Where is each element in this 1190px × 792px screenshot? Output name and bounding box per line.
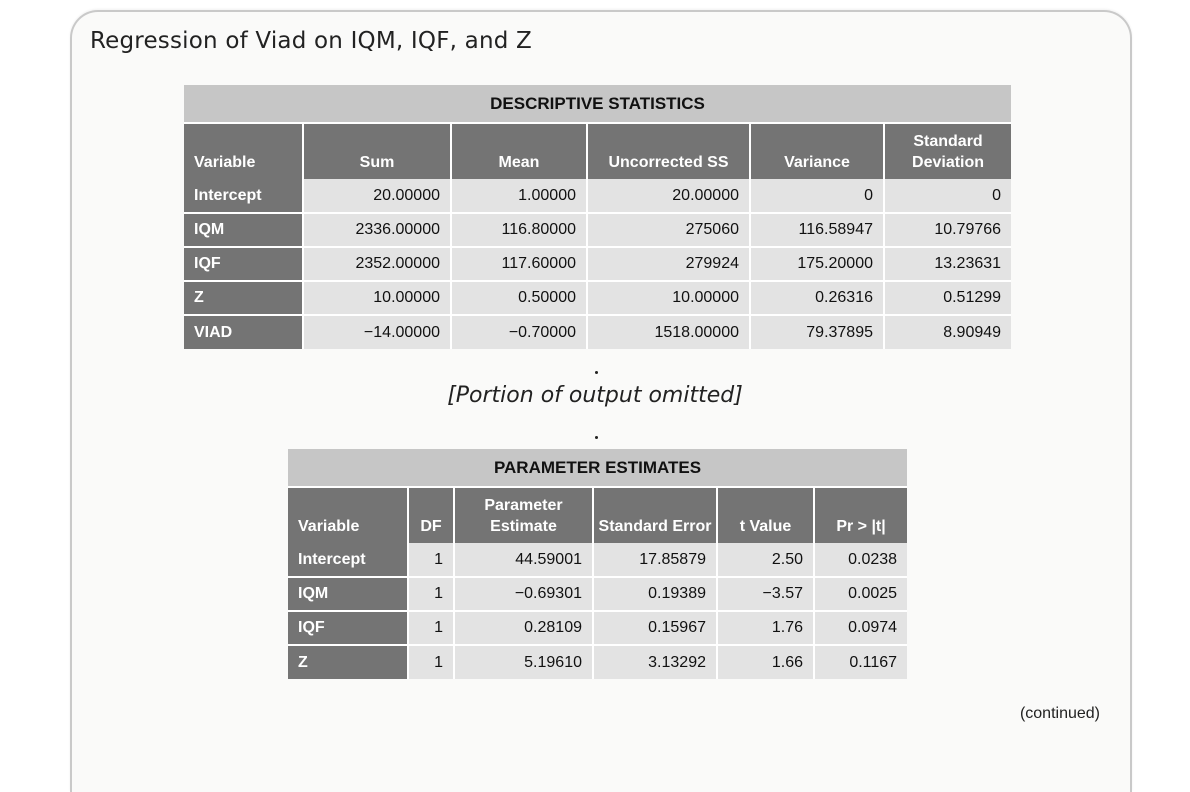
cell: 5.19610: [454, 645, 593, 679]
cell: 0.1167: [814, 645, 907, 679]
col-header-standard-error: Standard Error: [593, 487, 717, 543]
cell: 1518.00000: [587, 315, 750, 349]
row-label: IQM: [184, 213, 303, 247]
cell: 79.37895: [750, 315, 884, 349]
cell: 8.90949: [884, 315, 1011, 349]
cell: 0.26316: [750, 281, 884, 315]
cell: 1.76: [717, 611, 814, 645]
table-row: [184, 247, 1011, 281]
cell: 1: [408, 645, 454, 679]
row-label: Intercept: [288, 543, 408, 577]
col-header-uncorrected-ss: Uncorrected SS: [587, 123, 750, 179]
col-header-std-dev: Standard Deviation: [884, 123, 1011, 179]
cell: −14.00000: [303, 315, 451, 349]
cell: 1.66: [717, 645, 814, 679]
row-label: Intercept: [184, 179, 303, 213]
descriptive-statistics-table: [184, 85, 1011, 349]
cell: −0.69301: [454, 577, 593, 611]
cell: −0.70000: [451, 315, 587, 349]
cell: 10.00000: [587, 281, 750, 315]
cell: 275060: [587, 213, 750, 247]
cell: 0.15967: [593, 611, 717, 645]
cell: 1: [408, 611, 454, 645]
col-header-t-value: t Value: [717, 487, 814, 543]
cell: 0.0238: [814, 543, 907, 577]
col-header-variable: Variable: [184, 123, 303, 179]
cell: 20.00000: [587, 179, 750, 213]
cell: 116.80000: [451, 213, 587, 247]
parameter-estimates-table: [288, 449, 907, 679]
cell: 10.00000: [303, 281, 451, 315]
omitted-note: [Portion of output omitted]: [447, 383, 743, 408]
table-row: [184, 213, 1011, 247]
cell: 0.50000: [451, 281, 587, 315]
cell: 44.59001: [454, 543, 593, 577]
row-label: IQM: [288, 577, 408, 611]
cell: 0.51299: [884, 281, 1011, 315]
cell: 175.20000: [750, 247, 884, 281]
cell: 17.85879: [593, 543, 717, 577]
col-header-p-value: Pr > |t|: [814, 487, 907, 543]
cell: 1: [408, 577, 454, 611]
cell: 1: [408, 543, 454, 577]
cell: 0.0025: [814, 577, 907, 611]
table-row: [288, 645, 907, 679]
cell: −3.57: [717, 577, 814, 611]
table-row: [184, 281, 1011, 315]
row-label: Z: [184, 281, 303, 315]
cell: 2.50: [717, 543, 814, 577]
row-label: VIAD: [184, 315, 303, 349]
cell: 117.60000: [451, 247, 587, 281]
cell: 0: [750, 179, 884, 213]
cell: 13.23631: [884, 247, 1011, 281]
cell: 279924: [587, 247, 750, 281]
cell: 20.00000: [303, 179, 451, 213]
cell: 1.00000: [451, 179, 587, 213]
cell: 0.19389: [593, 577, 717, 611]
cell: 116.58947: [750, 213, 884, 247]
col-header-variable: Variable: [288, 487, 408, 543]
descriptive-caption: DESCRIPTIVE STATISTICS: [184, 85, 1011, 123]
row-label: Z: [288, 645, 408, 679]
row-label: IQF: [288, 611, 408, 645]
col-header-parameter-estimate: Parameter Estimate: [454, 487, 593, 543]
table-row: [184, 179, 1011, 213]
col-header-df: DF: [408, 487, 454, 543]
cell: 10.79766: [884, 213, 1011, 247]
ellipsis-dot: [595, 436, 598, 439]
table-row: [288, 611, 907, 645]
row-label: IQF: [184, 247, 303, 281]
col-header-mean: Mean: [451, 123, 587, 179]
continued-note: (continued): [1019, 705, 1100, 722]
page-title: Regression of Viad on IQM, IQF, and Z: [90, 28, 533, 54]
table-row: [288, 577, 907, 611]
table-row: [184, 315, 1011, 349]
cell: 0.0974: [814, 611, 907, 645]
table-row: [288, 543, 907, 577]
col-header-sum: Sum: [303, 123, 451, 179]
col-header-variance: Variance: [750, 123, 884, 179]
ellipsis-dot: [595, 371, 598, 374]
cell: 2336.00000: [303, 213, 451, 247]
parameter-caption: PARAMETER ESTIMATES: [288, 449, 907, 487]
cell: 3.13292: [593, 645, 717, 679]
cell: 0.28109: [454, 611, 593, 645]
cell: 0: [884, 179, 1011, 213]
cell: 2352.00000: [303, 247, 451, 281]
